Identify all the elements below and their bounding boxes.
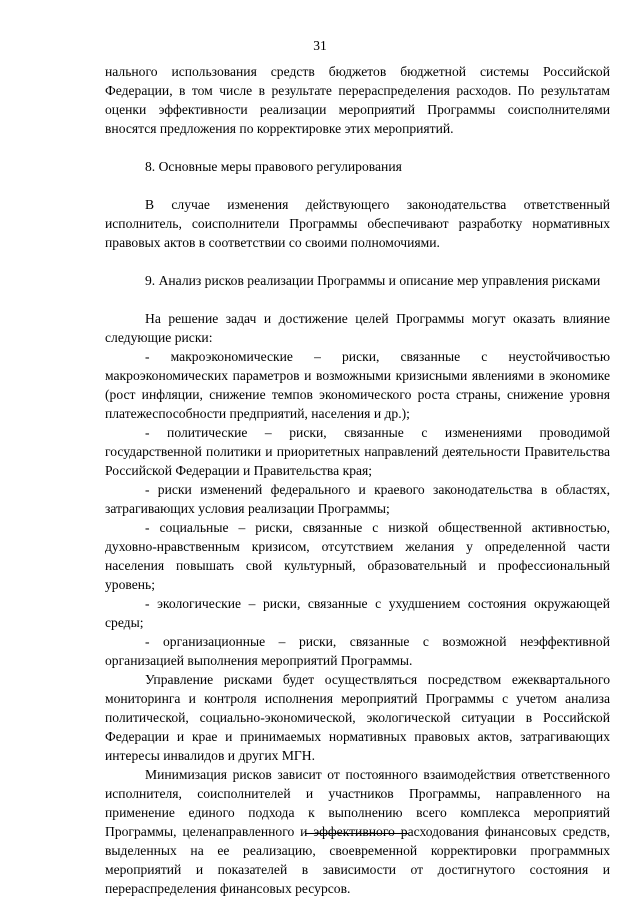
list-item-risk-macroeconomic: - макроэкономические – риски, связанные с неустойчивостью макроэкономических параметров и возможными кризисными явлениями в экономике (рост инфляции, снижение темпов экономического роста страны, снижение уровня платежеспособности предприятий, населения и др.); [105, 349, 610, 421]
paragraph-continuation: нального использования средств бюджетов бюджетной системы Российской Федерации, в том числе в результате перераспределения расходов. По результатам оценки эффективности реализации мероприятий Программы соисполнителями вносятся предложения по корректировке этих мероприятий. [105, 64, 610, 136]
list-item-risk-social: - социальные – риски, связанные с низкой общественной активностью, духовно-нравственным кризисом, отсутствием желания у определенной части населения повышать свой культурный, образовательный и профессиональный уровень; [105, 520, 610, 592]
list-item-risk-political: - политические – риски, связанные с изменениями проводимой государственной политики и приоритетных направлений деятельности Правительства Российской Федерации и Правительства края; [105, 425, 610, 478]
page-body [105, 62, 610, 898]
paragraph-risks-intro: На решение задач и достижение целей Программы могут оказать влияние следующие риски: [105, 311, 610, 345]
footer-rule [305, 833, 408, 834]
page-number: 31 [313, 38, 327, 53]
section-heading-9: 9. Анализ рисков реализации Программы и описание мер управления рисками [145, 273, 601, 288]
list-item-risk-organizational: - организационные – риски, связанные с возможной неэффективной организацией выполнения мероприятий Программы. [105, 634, 610, 668]
paragraph-legal-regulation: В случае изменения действующего законодательства ответственный исполнитель, соисполнители Программы обеспечивают разработку нормативных правовых актов в соответствии со своими полномочиями. [105, 197, 610, 250]
section-heading-8: 8. Основные меры правового регулирования [145, 159, 402, 174]
paragraph-risk-management: Управление рисками будет осуществляться посредством ежеквартального мониторинга и контроля исполнения мероприятий Программы с учетом анализа политической, социально-экономической, экологической ситуации в Российской Федерации и крае и принимаемых нормативных правовых актов, затрагивающих интересы инвалидов и других МГН. [105, 672, 610, 763]
list-item-risk-legislation: - риски изменений федерального и краевого законодательства в областях, затрагивающих условия реализации Программы; [105, 482, 610, 516]
paragraph-risk-minimization: Минимизация рисков зависит от постоянного взаимодействия ответственного исполнителя, соисполнителей и участников Программы, направленного на применение единого подхода к выполнению всего комплекса мероприятий Программы, целенаправленного и эффективного расходования финансовых средств, выделенных на ее реализацию, своевременной корректировки программных мероприятий и показателей в зависимости от достигнутого состояния и перераспределения финансовых ресурсов. [105, 767, 610, 896]
list-item-risk-ecological: - экологические – риски, связанные с ухудшением состояния окружающей среды; [105, 596, 610, 630]
